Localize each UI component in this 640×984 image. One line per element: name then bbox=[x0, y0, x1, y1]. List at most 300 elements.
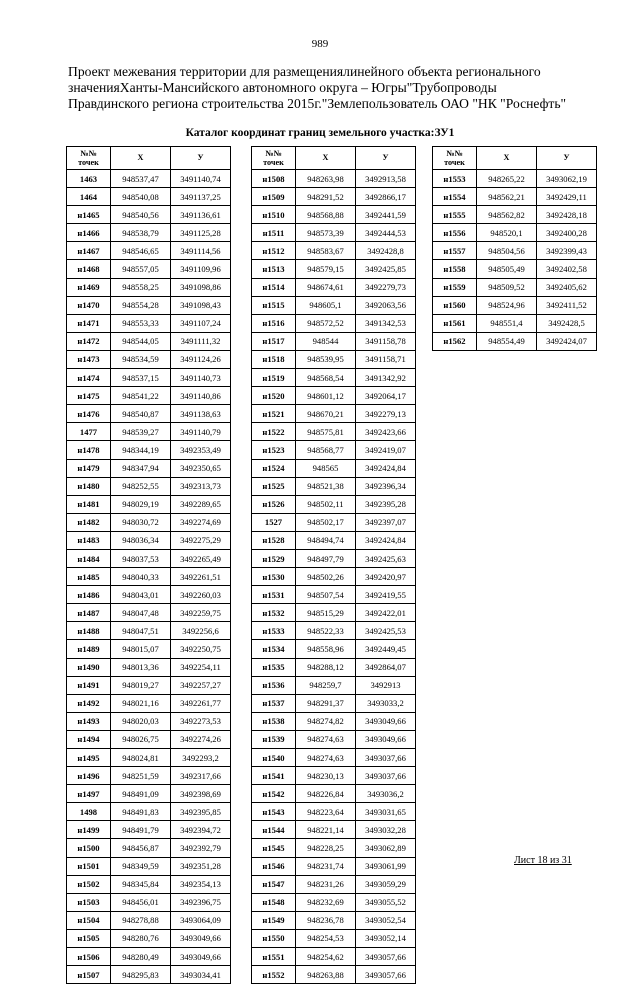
x-coordinate-cell: 948521,38 bbox=[296, 477, 356, 495]
y-coordinate-cell: 3493057,66 bbox=[356, 966, 416, 984]
x-coordinate-cell: 948540,08 bbox=[111, 188, 171, 206]
y-coordinate-cell: 3493052,54 bbox=[356, 911, 416, 929]
page-number: 989 bbox=[311, 38, 329, 50]
y-coordinate-cell: 3492279,73 bbox=[356, 278, 416, 296]
y-coordinate-cell: 3492449,45 bbox=[356, 640, 416, 658]
point-number-cell: н1550 bbox=[252, 929, 296, 947]
y-coordinate-cell: 3491158,71 bbox=[356, 350, 416, 368]
header-x: X bbox=[111, 147, 171, 170]
point-number-cell: н1546 bbox=[252, 857, 296, 875]
y-coordinate-cell: 3493055,52 bbox=[356, 893, 416, 911]
table-row bbox=[67, 206, 231, 224]
table-row bbox=[252, 640, 416, 658]
point-number-cell: н1536 bbox=[252, 676, 296, 694]
point-number-cell: н1505 bbox=[67, 929, 111, 947]
point-number-cell: н1499 bbox=[67, 821, 111, 839]
x-coordinate-cell: 948491,83 bbox=[111, 803, 171, 821]
point-number-cell: н1474 bbox=[67, 369, 111, 387]
table-row bbox=[252, 513, 416, 531]
point-number-cell: н1530 bbox=[252, 568, 296, 586]
x-coordinate-cell: 948254,53 bbox=[296, 929, 356, 947]
point-number-cell: н1507 bbox=[67, 966, 111, 984]
table-row bbox=[252, 857, 416, 875]
x-coordinate-cell: 948254,62 bbox=[296, 948, 356, 966]
x-coordinate-cell: 948347,94 bbox=[111, 459, 171, 477]
x-coordinate-cell: 948037,53 bbox=[111, 549, 171, 567]
table-row bbox=[252, 911, 416, 929]
catalog-subtitle: Каталог координат границ земельного участка:ЗУ1 bbox=[185, 127, 455, 139]
x-coordinate-cell: 948562,21 bbox=[477, 188, 537, 206]
y-coordinate-cell: 3492274,69 bbox=[171, 513, 231, 531]
x-coordinate-cell: 948280,76 bbox=[111, 929, 171, 947]
y-coordinate-cell: 3491125,28 bbox=[171, 224, 231, 242]
table-row bbox=[67, 387, 231, 405]
x-coordinate-cell: 948226,84 bbox=[296, 785, 356, 803]
table-row bbox=[252, 767, 416, 785]
y-coordinate-cell: 3493049,66 bbox=[356, 730, 416, 748]
x-coordinate-cell: 948021,16 bbox=[111, 694, 171, 712]
x-coordinate-cell: 948491,79 bbox=[111, 821, 171, 839]
table-row bbox=[252, 821, 416, 839]
y-coordinate-cell: 3492274,26 bbox=[171, 730, 231, 748]
point-number-cell: н1473 bbox=[67, 350, 111, 368]
table-row bbox=[252, 332, 416, 350]
coordinates-table-2 bbox=[251, 146, 416, 984]
point-number-cell: н1525 bbox=[252, 477, 296, 495]
point-number-cell: н1542 bbox=[252, 785, 296, 803]
table-row bbox=[67, 948, 231, 966]
x-coordinate-cell: 948537,15 bbox=[111, 369, 171, 387]
y-coordinate-cell: 3492289,65 bbox=[171, 495, 231, 513]
point-number-cell: н1556 bbox=[433, 224, 477, 242]
y-coordinate-cell: 3492398,69 bbox=[171, 785, 231, 803]
table-row bbox=[67, 477, 231, 495]
title-line: Проект межевания территории для размещениялинейного объекта регионального bbox=[68, 64, 541, 79]
x-coordinate-cell: 948291,37 bbox=[296, 694, 356, 712]
table-row bbox=[252, 242, 416, 260]
point-number-cell: н1476 bbox=[67, 405, 111, 423]
y-coordinate-cell: 3491140,79 bbox=[171, 423, 231, 441]
table-row bbox=[67, 857, 231, 875]
table-row bbox=[433, 206, 597, 224]
header-num-line1: №№ bbox=[265, 149, 282, 158]
point-number-cell: н1488 bbox=[67, 622, 111, 640]
table-row bbox=[252, 477, 416, 495]
table-row bbox=[67, 459, 231, 477]
y-coordinate-cell: 3492313,73 bbox=[171, 477, 231, 495]
x-coordinate-cell: 948047,48 bbox=[111, 604, 171, 622]
x-coordinate-cell: 948568,54 bbox=[296, 369, 356, 387]
y-coordinate-cell: 3492425,63 bbox=[356, 549, 416, 567]
x-coordinate-cell: 948252,55 bbox=[111, 477, 171, 495]
table-header-row bbox=[252, 147, 416, 170]
x-coordinate-cell: 948502,17 bbox=[296, 513, 356, 531]
y-coordinate-cell: 3492261,51 bbox=[171, 568, 231, 586]
point-number-cell: н1466 bbox=[67, 224, 111, 242]
table-row bbox=[252, 314, 416, 332]
point-number-cell: 1527 bbox=[252, 513, 296, 531]
table-row bbox=[67, 893, 231, 911]
table-row bbox=[67, 170, 231, 188]
x-coordinate-cell: 948024,81 bbox=[111, 749, 171, 767]
y-coordinate-cell: 3493036,2 bbox=[356, 785, 416, 803]
point-number-cell: н1559 bbox=[433, 278, 477, 296]
point-number-cell: н1561 bbox=[433, 314, 477, 332]
header-y: У bbox=[171, 147, 231, 170]
y-coordinate-cell: 3492265,49 bbox=[171, 549, 231, 567]
table-header-row bbox=[67, 147, 231, 170]
table-row bbox=[67, 604, 231, 622]
y-coordinate-cell: 3493031,65 bbox=[356, 803, 416, 821]
point-number-cell: н1494 bbox=[67, 730, 111, 748]
table-row bbox=[252, 278, 416, 296]
y-coordinate-cell: 3493037,66 bbox=[356, 749, 416, 767]
x-coordinate-cell: 948520,1 bbox=[477, 224, 537, 242]
table-row bbox=[433, 332, 597, 350]
point-number-cell: н1551 bbox=[252, 948, 296, 966]
point-number-cell: н1478 bbox=[67, 441, 111, 459]
table-row bbox=[252, 350, 416, 368]
table-row bbox=[252, 260, 416, 278]
point-number-cell: н1496 bbox=[67, 767, 111, 785]
point-number-cell: н1471 bbox=[67, 314, 111, 332]
y-coordinate-cell: 3493033,2 bbox=[356, 694, 416, 712]
document-title bbox=[68, 64, 608, 112]
x-coordinate-cell: 948507,54 bbox=[296, 586, 356, 604]
point-number-cell: н1532 bbox=[252, 604, 296, 622]
header-x: X bbox=[296, 147, 356, 170]
y-coordinate-cell: 3492866,17 bbox=[356, 188, 416, 206]
point-number-cell: н1483 bbox=[67, 531, 111, 549]
table-row bbox=[252, 387, 416, 405]
x-coordinate-cell: 948236,78 bbox=[296, 911, 356, 929]
y-coordinate-cell: 3492444,53 bbox=[356, 224, 416, 242]
point-number-cell: н1480 bbox=[67, 477, 111, 495]
x-coordinate-cell: 948013,36 bbox=[111, 658, 171, 676]
point-number-cell: н1558 bbox=[433, 260, 477, 278]
y-coordinate-cell: 3492399,43 bbox=[537, 242, 597, 260]
x-coordinate-cell: 948524,96 bbox=[477, 296, 537, 314]
y-coordinate-cell: 3491342,53 bbox=[356, 314, 416, 332]
header-num-line2: точек bbox=[78, 158, 99, 167]
x-coordinate-cell: 948288,12 bbox=[296, 658, 356, 676]
y-coordinate-cell: 3492405,62 bbox=[537, 278, 597, 296]
y-coordinate-cell: 3492396,75 bbox=[171, 893, 231, 911]
y-coordinate-cell: 3493062,89 bbox=[356, 839, 416, 857]
x-coordinate-cell: 948568,88 bbox=[296, 206, 356, 224]
header-y: У bbox=[537, 147, 597, 170]
y-coordinate-cell: 3492396,34 bbox=[356, 477, 416, 495]
x-coordinate-cell: 948573,39 bbox=[296, 224, 356, 242]
table-row bbox=[67, 767, 231, 785]
y-coordinate-cell: 3492254,11 bbox=[171, 658, 231, 676]
x-coordinate-cell: 948344,19 bbox=[111, 441, 171, 459]
x-coordinate-cell: 948349,59 bbox=[111, 857, 171, 875]
point-number-cell: н1526 bbox=[252, 495, 296, 513]
point-number-cell: н1549 bbox=[252, 911, 296, 929]
point-number-cell: н1515 bbox=[252, 296, 296, 314]
point-number-cell: н1560 bbox=[433, 296, 477, 314]
table-row bbox=[433, 278, 597, 296]
point-number-cell: н1544 bbox=[252, 821, 296, 839]
table-row bbox=[67, 640, 231, 658]
table-row bbox=[67, 549, 231, 567]
point-number-cell: н1495 bbox=[67, 749, 111, 767]
y-coordinate-cell: 3491107,24 bbox=[171, 314, 231, 332]
point-number-cell: н1509 bbox=[252, 188, 296, 206]
x-coordinate-cell: 948274,82 bbox=[296, 712, 356, 730]
coordinates-table-3 bbox=[432, 146, 597, 351]
x-coordinate-cell: 948456,87 bbox=[111, 839, 171, 857]
point-number-cell: н1500 bbox=[67, 839, 111, 857]
x-coordinate-cell: 948274,63 bbox=[296, 749, 356, 767]
point-number-cell: н1548 bbox=[252, 893, 296, 911]
table-row bbox=[67, 423, 231, 441]
table-row bbox=[67, 332, 231, 350]
table-row bbox=[67, 278, 231, 296]
x-coordinate-cell: 948534,59 bbox=[111, 350, 171, 368]
table-row bbox=[67, 314, 231, 332]
x-coordinate-cell: 948541,22 bbox=[111, 387, 171, 405]
x-coordinate-cell: 948278,88 bbox=[111, 911, 171, 929]
point-number-cell: н1481 bbox=[67, 495, 111, 513]
x-coordinate-cell: 948502,26 bbox=[296, 568, 356, 586]
x-coordinate-cell: 948505,49 bbox=[477, 260, 537, 278]
x-coordinate-cell: 948537,47 bbox=[111, 170, 171, 188]
point-number-cell: н1547 bbox=[252, 875, 296, 893]
point-number-cell: н1533 bbox=[252, 622, 296, 640]
y-coordinate-cell: 3493064,09 bbox=[171, 911, 231, 929]
y-coordinate-cell: 3492354,13 bbox=[171, 875, 231, 893]
x-coordinate-cell: 948583,67 bbox=[296, 242, 356, 260]
point-number-cell: н1511 bbox=[252, 224, 296, 242]
table-row bbox=[433, 188, 597, 206]
point-number-cell: н1490 bbox=[67, 658, 111, 676]
point-number-cell: н1482 bbox=[67, 513, 111, 531]
table-row bbox=[433, 296, 597, 314]
y-coordinate-cell: 3492423,66 bbox=[356, 423, 416, 441]
x-coordinate-cell: 948554,28 bbox=[111, 296, 171, 314]
y-coordinate-cell: 3492260,03 bbox=[171, 586, 231, 604]
x-coordinate-cell: 948605,1 bbox=[296, 296, 356, 314]
y-coordinate-cell: 3492424,07 bbox=[537, 332, 597, 350]
point-number-cell: 1477 bbox=[67, 423, 111, 441]
y-coordinate-cell: 3493049,66 bbox=[356, 712, 416, 730]
point-number-cell: н1518 bbox=[252, 350, 296, 368]
y-coordinate-cell: 3492422,01 bbox=[356, 604, 416, 622]
point-number-cell: н1543 bbox=[252, 803, 296, 821]
table-row bbox=[67, 803, 231, 821]
point-number-cell: н1468 bbox=[67, 260, 111, 278]
x-coordinate-cell: 948040,33 bbox=[111, 568, 171, 586]
x-coordinate-cell: 948015,07 bbox=[111, 640, 171, 658]
table-row bbox=[252, 568, 416, 586]
table-row bbox=[433, 242, 597, 260]
table-row bbox=[252, 423, 416, 441]
table-row bbox=[67, 224, 231, 242]
y-coordinate-cell: 3492400,28 bbox=[537, 224, 597, 242]
y-coordinate-cell: 3492425,85 bbox=[356, 260, 416, 278]
y-coordinate-cell: 3491098,43 bbox=[171, 296, 231, 314]
y-coordinate-cell: 3493061,99 bbox=[356, 857, 416, 875]
table-row bbox=[67, 966, 231, 984]
x-coordinate-cell: 948295,83 bbox=[111, 966, 171, 984]
table-row bbox=[252, 839, 416, 857]
y-coordinate-cell: 3492402,58 bbox=[537, 260, 597, 278]
y-coordinate-cell: 3492913 bbox=[356, 676, 416, 694]
point-number-cell: н1508 bbox=[252, 170, 296, 188]
header-num-line2: точек bbox=[444, 158, 465, 167]
point-number-cell: н1545 bbox=[252, 839, 296, 857]
y-coordinate-cell: 3492441,59 bbox=[356, 206, 416, 224]
x-coordinate-cell: 948670,21 bbox=[296, 405, 356, 423]
point-number-cell: н1491 bbox=[67, 676, 111, 694]
y-coordinate-cell: 3491111,32 bbox=[171, 332, 231, 350]
x-coordinate-cell: 948565 bbox=[296, 459, 356, 477]
y-coordinate-cell: 3492397,07 bbox=[356, 513, 416, 531]
point-number-cell: н1497 bbox=[67, 785, 111, 803]
x-coordinate-cell: 948546,65 bbox=[111, 242, 171, 260]
y-coordinate-cell: 3492425,53 bbox=[356, 622, 416, 640]
x-coordinate-cell: 948494,74 bbox=[296, 531, 356, 549]
table-row bbox=[67, 495, 231, 513]
x-coordinate-cell: 948036,34 bbox=[111, 531, 171, 549]
table-row bbox=[252, 929, 416, 947]
point-number-cell: н1528 bbox=[252, 531, 296, 549]
y-coordinate-cell: 3491136,61 bbox=[171, 206, 231, 224]
y-coordinate-cell: 3492429,11 bbox=[537, 188, 597, 206]
table-row bbox=[252, 875, 416, 893]
point-number-cell: н1539 bbox=[252, 730, 296, 748]
table-row bbox=[67, 568, 231, 586]
y-coordinate-cell: 3492420,97 bbox=[356, 568, 416, 586]
point-number-cell: н1541 bbox=[252, 767, 296, 785]
y-coordinate-cell: 3493037,66 bbox=[356, 767, 416, 785]
table-row bbox=[67, 785, 231, 803]
header-num-line1: №№ bbox=[80, 149, 97, 158]
y-coordinate-cell: 3492261,77 bbox=[171, 694, 231, 712]
point-number-cell: н1516 bbox=[252, 314, 296, 332]
y-coordinate-cell: 3493059,29 bbox=[356, 875, 416, 893]
point-number-cell: н1492 bbox=[67, 694, 111, 712]
point-number-cell: 1498 bbox=[67, 803, 111, 821]
point-number-cell: н1553 bbox=[433, 170, 477, 188]
x-coordinate-cell: 948579,15 bbox=[296, 260, 356, 278]
table-row bbox=[67, 622, 231, 640]
y-coordinate-cell: 3492259,75 bbox=[171, 604, 231, 622]
x-coordinate-cell: 948232,69 bbox=[296, 893, 356, 911]
point-number-cell: н1535 bbox=[252, 658, 296, 676]
table-row bbox=[67, 188, 231, 206]
y-coordinate-cell: 3492913,58 bbox=[356, 170, 416, 188]
x-coordinate-cell: 948263,98 bbox=[296, 170, 356, 188]
y-coordinate-cell: 3491140,73 bbox=[171, 369, 231, 387]
point-number-cell: н1484 bbox=[67, 549, 111, 567]
y-coordinate-cell: 3492394,72 bbox=[171, 821, 231, 839]
y-coordinate-cell: 3492279,13 bbox=[356, 405, 416, 423]
point-number-cell: 1464 bbox=[67, 188, 111, 206]
table-row bbox=[67, 296, 231, 314]
header-y: У bbox=[356, 147, 416, 170]
table-row bbox=[252, 622, 416, 640]
y-coordinate-cell: 3492395,85 bbox=[171, 803, 231, 821]
x-coordinate-cell: 948674,61 bbox=[296, 278, 356, 296]
point-number-cell: н1552 bbox=[252, 966, 296, 984]
title-line: Правдинского региона строительства 2015г."Землепользователь ОАО "НК "Роснефть" bbox=[68, 96, 567, 111]
y-coordinate-cell: 3492351,28 bbox=[171, 857, 231, 875]
point-number-cell: н1479 bbox=[67, 459, 111, 477]
point-number-cell: н1467 bbox=[67, 242, 111, 260]
y-coordinate-cell: 3492424,84 bbox=[356, 531, 416, 549]
x-coordinate-cell: 948456,01 bbox=[111, 893, 171, 911]
table-row bbox=[67, 712, 231, 730]
x-coordinate-cell: 948259,7 bbox=[296, 676, 356, 694]
y-coordinate-cell: 3492250,75 bbox=[171, 640, 231, 658]
y-coordinate-cell: 3492419,07 bbox=[356, 441, 416, 459]
sheet-label: Лист 18 из 31 bbox=[514, 855, 572, 866]
x-coordinate-cell: 948263,88 bbox=[296, 966, 356, 984]
y-coordinate-cell: 3491109,96 bbox=[171, 260, 231, 278]
point-number-cell: н1465 bbox=[67, 206, 111, 224]
x-coordinate-cell: 948509,52 bbox=[477, 278, 537, 296]
x-coordinate-cell: 948558,96 bbox=[296, 640, 356, 658]
x-coordinate-cell: 948274,63 bbox=[296, 730, 356, 748]
point-number-cell: н1520 bbox=[252, 387, 296, 405]
table-row bbox=[67, 350, 231, 368]
x-coordinate-cell: 948553,33 bbox=[111, 314, 171, 332]
y-coordinate-cell: 3493052,14 bbox=[356, 929, 416, 947]
point-number-cell: н1493 bbox=[67, 712, 111, 730]
table-row bbox=[252, 170, 416, 188]
y-coordinate-cell: 3491138,63 bbox=[171, 405, 231, 423]
x-coordinate-cell: 948019,27 bbox=[111, 676, 171, 694]
x-coordinate-cell: 948551,4 bbox=[477, 314, 537, 332]
y-coordinate-cell: 3493049,66 bbox=[171, 948, 231, 966]
point-number-cell: н1470 bbox=[67, 296, 111, 314]
point-number-cell: н1555 bbox=[433, 206, 477, 224]
table-row bbox=[252, 549, 416, 567]
point-number-cell: н1534 bbox=[252, 640, 296, 658]
x-coordinate-cell: 948568,77 bbox=[296, 441, 356, 459]
x-coordinate-cell: 948502,11 bbox=[296, 495, 356, 513]
point-number-cell: н1538 bbox=[252, 712, 296, 730]
x-coordinate-cell: 948221,14 bbox=[296, 821, 356, 839]
y-coordinate-cell: 3493032,28 bbox=[356, 821, 416, 839]
y-coordinate-cell: 3493057,66 bbox=[356, 948, 416, 966]
x-coordinate-cell: 948020,03 bbox=[111, 712, 171, 730]
y-coordinate-cell: 3492424,84 bbox=[356, 459, 416, 477]
y-coordinate-cell: 3492419,55 bbox=[356, 586, 416, 604]
y-coordinate-cell: 3492256,6 bbox=[171, 622, 231, 640]
x-coordinate-cell: 948491,09 bbox=[111, 785, 171, 803]
x-coordinate-cell: 948231,26 bbox=[296, 875, 356, 893]
point-number-cell: н1524 bbox=[252, 459, 296, 477]
x-coordinate-cell: 948345,84 bbox=[111, 875, 171, 893]
x-coordinate-cell: 948539,95 bbox=[296, 350, 356, 368]
table-row bbox=[67, 839, 231, 857]
y-coordinate-cell: 3492428,18 bbox=[537, 206, 597, 224]
point-number-cell: н1489 bbox=[67, 640, 111, 658]
table-row bbox=[252, 369, 416, 387]
table-row bbox=[67, 875, 231, 893]
y-coordinate-cell: 3492411,52 bbox=[537, 296, 597, 314]
point-number-cell: н1557 bbox=[433, 242, 477, 260]
table-row bbox=[252, 658, 416, 676]
y-coordinate-cell: 3491114,56 bbox=[171, 242, 231, 260]
point-number-cell: н1487 bbox=[67, 604, 111, 622]
title-line: значенияХанты-Мансийского автономного округа – Югры"Трубопроводы bbox=[68, 80, 497, 95]
table-row bbox=[252, 441, 416, 459]
